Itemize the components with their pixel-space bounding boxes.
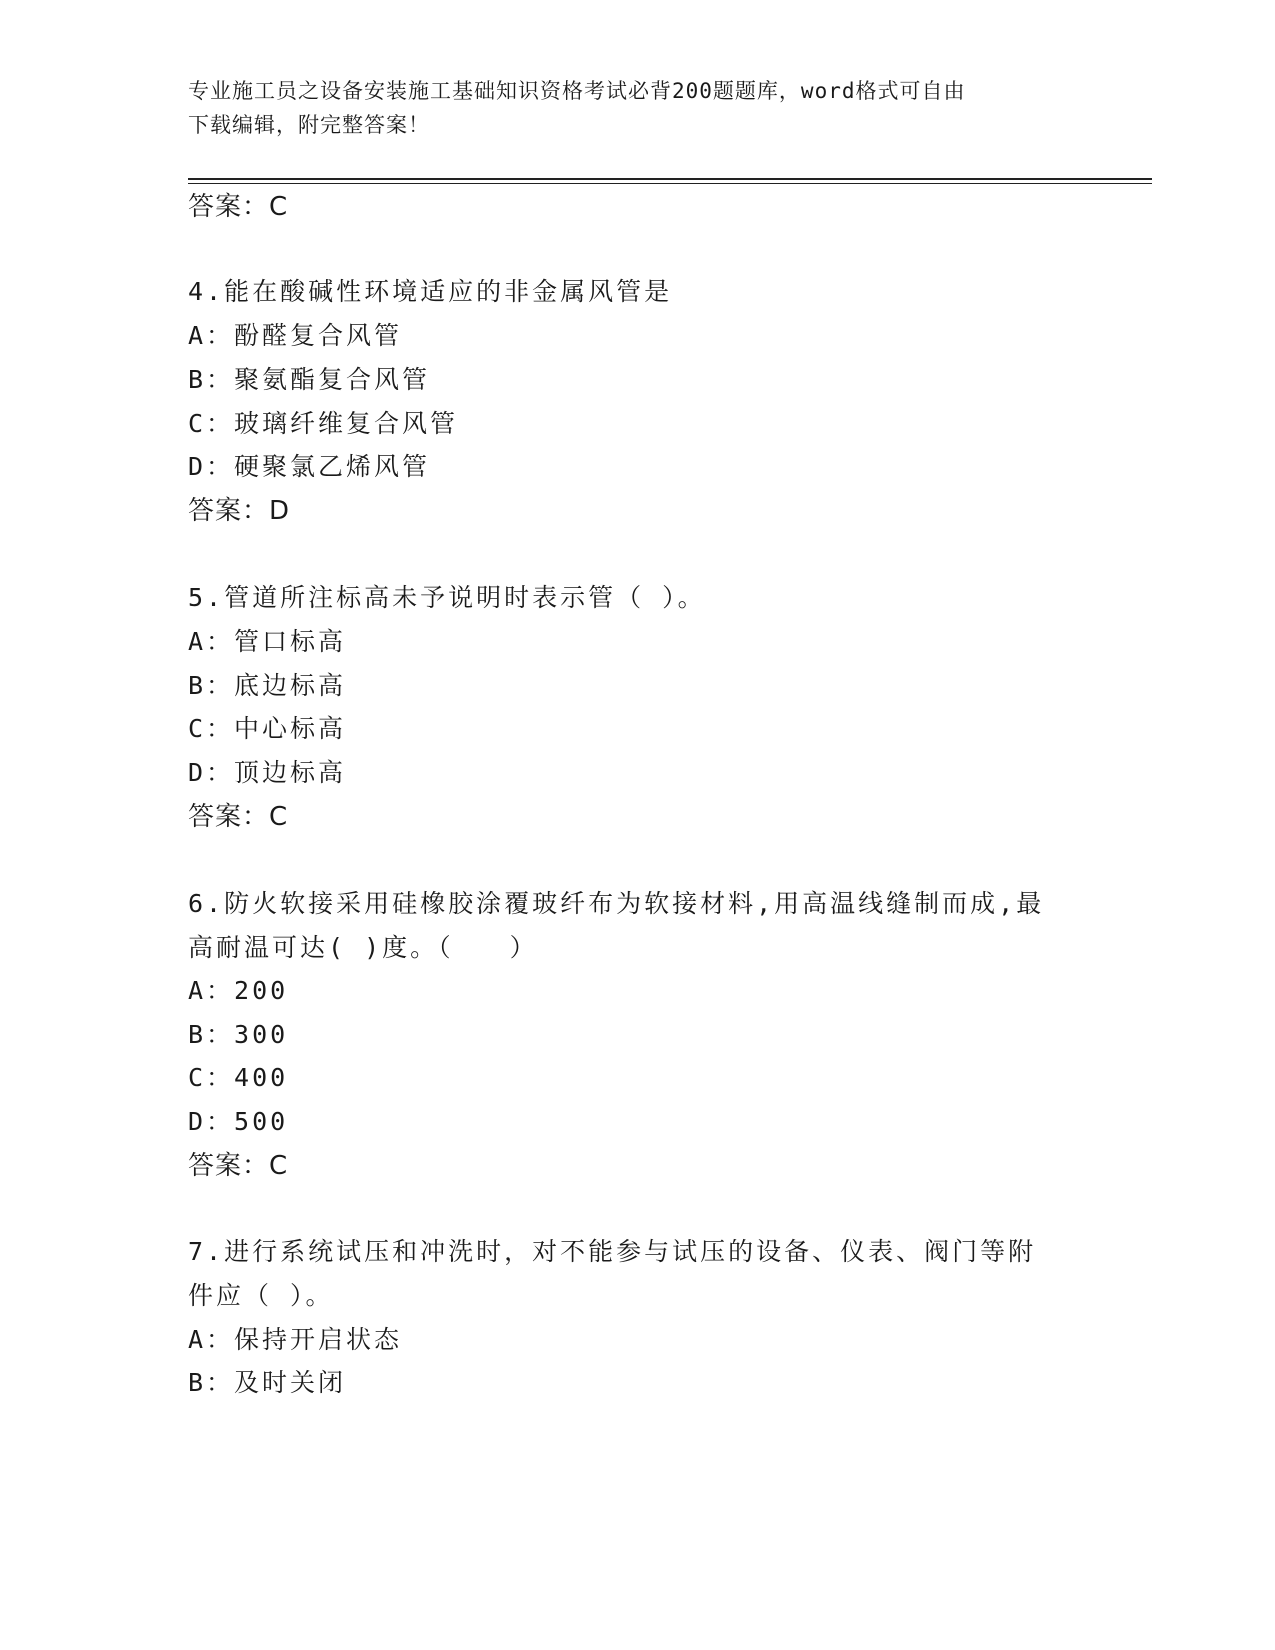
option-c: C：中心标高 bbox=[188, 714, 347, 743]
question-stem: 5.管道所注标高未予说明时表示管（ ）。 bbox=[188, 583, 706, 612]
question-stem: 6.防火软接采用硅橡胶涂覆玻纤布为软接材料,用高温线缝制而成,最 bbox=[188, 889, 1045, 918]
header-divider-thin bbox=[188, 183, 1152, 184]
option-d: D：顶边标高 bbox=[188, 758, 347, 787]
header-divider-thick bbox=[188, 178, 1152, 180]
header-line-1: 专业施工员之设备安装施工基础知识资格考试必背200题题库，word格式可自由 bbox=[188, 79, 966, 103]
option-d: D：硬聚氯乙烯风管 bbox=[188, 452, 431, 481]
option-c: C：玻璃纤维复合风管 bbox=[188, 409, 459, 438]
option-a: A：酚醛复合风管 bbox=[188, 321, 403, 350]
question-answer: 答案：C bbox=[188, 802, 289, 832]
option-b: B：300 bbox=[188, 1020, 289, 1049]
option-b: B：及时关闭 bbox=[188, 1368, 347, 1397]
option-a: A：保持开启状态 bbox=[188, 1325, 403, 1354]
option-b: B：聚氨酯复合风管 bbox=[188, 365, 431, 394]
option-a: A：200 bbox=[188, 976, 289, 1005]
question-stem: 7.进行系统试压和冲洗时，对不能参与试压的设备、仪表、阀门等附 bbox=[188, 1237, 1037, 1266]
question-stem-continued: 高耐温可达( )度。（ ） bbox=[188, 933, 538, 962]
question-answer: 答案：C bbox=[188, 1151, 289, 1181]
option-b: B：底边标高 bbox=[188, 671, 347, 700]
document-header bbox=[188, 74, 1088, 142]
question-stem: 4.能在酸碱性环境适应的非金属风管是 bbox=[188, 277, 673, 306]
option-a: A：管口标高 bbox=[188, 627, 347, 656]
question-stem-continued: 件应（ ）。 bbox=[188, 1281, 334, 1310]
option-d: D：500 bbox=[188, 1107, 289, 1136]
header-line-2: 下载编辑，附完整答案！ bbox=[188, 113, 430, 137]
previous-answer: 答案：C bbox=[188, 192, 289, 222]
question-answer: 答案：D bbox=[188, 496, 291, 526]
option-c: C：400 bbox=[188, 1063, 289, 1092]
